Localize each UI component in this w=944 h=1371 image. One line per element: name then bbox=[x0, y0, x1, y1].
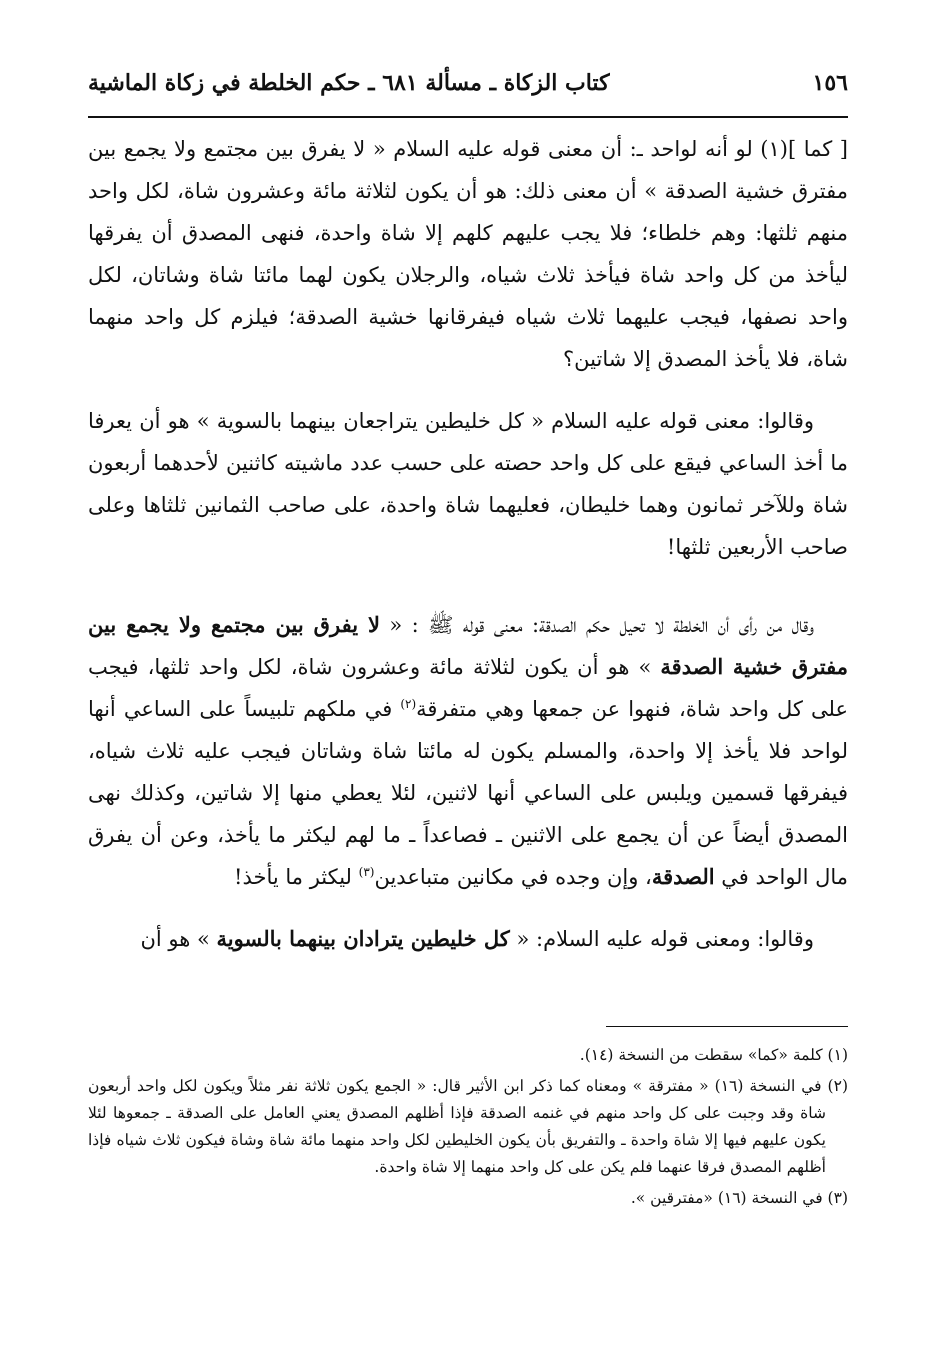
page-header bbox=[88, 58, 848, 108]
paragraph-3 bbox=[88, 604, 848, 898]
paragraph-3-text: ، وإن وجده في مكانين متباعدين bbox=[374, 865, 652, 889]
footnote-2: (٢) في النسخة (١٦) « مفترقة » ومعناه كما ذكر ابن الأثير قال: « الجمع يكون ثلاثة نفر مثلاً ويكون لكل واحد أربعون شاة وقد وجبت على كل واحد منهم في غنمه الصدقة فإذا أظلهم المصدق يعني العامل على الصدقة ـ جمعوها لئلا يكون عليهم فيها إلا شاة واحدة ـ والتفريق بأن يكون الخليطين لكل واحد منهما مائة شاة وشاة فيكون ثلاث شياه فإذا أظلهم المصدق فرقا عنهما فلم يكن على كل واحد منهما إلا شاة واحدة. bbox=[88, 1077, 848, 1176]
paragraph-3-text: ليكثر ما يأخذ! bbox=[234, 865, 359, 889]
header-rule bbox=[88, 116, 848, 118]
footnote-ref-3[interactable]: (٣) bbox=[358, 865, 375, 879]
paragraph-3-text: » هو أن يكون لثلاثة مائة وعشرون شاة، لكل واحد ثلثها، فيجب على كل واحد شاة، فنهوا عن جمعها وهي متفرقة bbox=[88, 655, 848, 721]
hadith-quote: لا يفرق بين مجتمع ولا يجمع بين مفترق خشية الصدقة bbox=[88, 612, 848, 679]
paragraph-3-text: وقال من رأى أن الخلطة لا تحيل حكم الصدقة: معنى قوله ﷺ : « bbox=[380, 613, 815, 637]
paragraph-2: وقالوا: معنى قوله عليه السلام « كل خليطين يتراجعان بينهما بالسوية » هو أن يعرفا ما أخذ الساعي فيقع على كل واحد حصته على حسب عدد ماشيته كاثنين لأحدهما أربعون شاة وللآخر ثمانون وهما خليطان، فعليهما شاة واحدة، على صاحب الثمانين ثلثاها وعلى صاحب الأربعين ثلثها! bbox=[88, 409, 848, 559]
paragraph-4-text: » هو أن bbox=[140, 927, 217, 951]
paragraph-3-text: في ملكهم تلبيساً على الساعي أنها لواحد فلا يأخذ إلا واحدة، والمسلم يكون له مائتا شاة وشاتان فيجب عليه ثلاث شياه، فيفرقها قسمين ويلبس على الساعي أنها لاثنين، لئلا يعطي منها إلا شاتين، وكذلك نهى المصدق أيضاً عن أن يجمع على الاثنين ـ فصاعداً ـ ما لهم ليكثر ما يأخذ، وعن أن يفرق مال الواحد في bbox=[88, 697, 848, 889]
running-title: كتاب الزكاة ـ مسألة ٦٨١ ـ حكم الخلطة في زكاة الماشية bbox=[88, 70, 610, 96]
paragraph-4-text: وقالوا: ومعنى قوله عليه السلام: « bbox=[509, 927, 814, 951]
page-number: ١٥٦ bbox=[812, 70, 848, 96]
footnote-ref-2[interactable]: (٢) bbox=[400, 697, 417, 711]
footnote-rule bbox=[606, 1026, 848, 1027]
bold-term: الصدقة bbox=[651, 864, 715, 889]
footnotes bbox=[88, 1042, 848, 1216]
footnote-1: (١) كلمة «كما» سقطت من النسخة (١٤). bbox=[579, 1046, 848, 1064]
paragraph-4 bbox=[88, 918, 848, 960]
main-text bbox=[88, 128, 848, 960]
hadith-quote: كل خليطين يترادان بينهما بالسوية bbox=[216, 926, 510, 951]
footnote-3: (٣) في النسخة (١٦) «مفترقين ». bbox=[630, 1189, 848, 1207]
paragraph-1: [ كما ](١) لو أنه لواحد ـ: أن معنى قوله عليه السلام « لا يفرق بين مجتمع ولا يجمع بين مفترق خشية الصدقة » أن معنى ذلك: هو أن يكون لثلاثة مائة وعشرون شاة، لكل واحد منهم ثلثها: وهم خلطاء؛ فلا يجب عليهم كلهم إلا شاة واحدة، فنهى المصدق أن يفرقها ليأخذ من كل واحد شاة فيأخذ ثلاث شياه، والرجلان يكون لهما مائتا شاة وشاتان، لكل واحد نصفها، فيجب عليهما ثلاث شياه فيفرقانها خشية الصدقة؛ فيلزم كل واحد منهما شاة، فلا يأخذ المصدق إلا شاتين؟ bbox=[88, 137, 849, 371]
